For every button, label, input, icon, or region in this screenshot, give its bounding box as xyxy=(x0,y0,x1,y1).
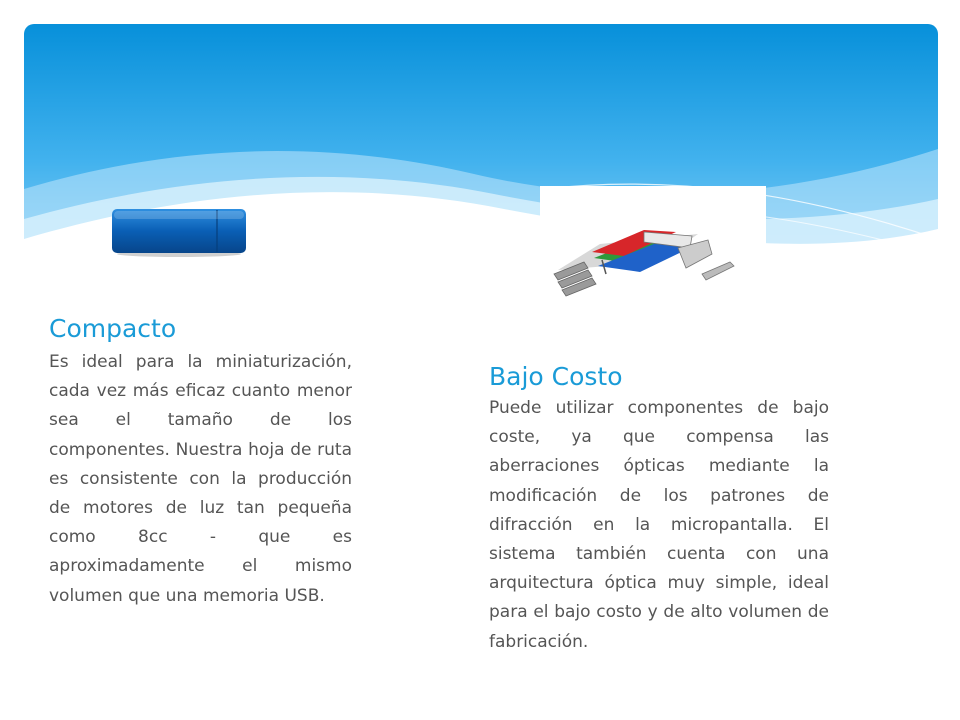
bajo-costo-body: Puede utilizar componentes de bajo coste, ya que compensa las aberraciones ópticas mediante la modificación de los patrones de difracción en la micropantalla. El sistema también cuenta con una arquitectura óptica muy simple, ideal para el bajo costo y de alto volumen de fabricación. xyxy=(489,398,829,652)
usb-stick-image xyxy=(110,207,248,259)
compacto-title: Compacto xyxy=(49,314,177,343)
bajo-costo-title: Bajo Costo xyxy=(489,362,623,391)
compacto-body: Es ideal para la miniaturización, cada vez más eficaz cuanto menor sea el tamaño de los componentes. Nuestra hoja de ruta es consistente con la producción de motores de luz tan pequeña como 8cc - que es aproximadamente el mismo volumen que una memoria USB. xyxy=(49,352,352,606)
optical-engine-image xyxy=(540,186,766,310)
